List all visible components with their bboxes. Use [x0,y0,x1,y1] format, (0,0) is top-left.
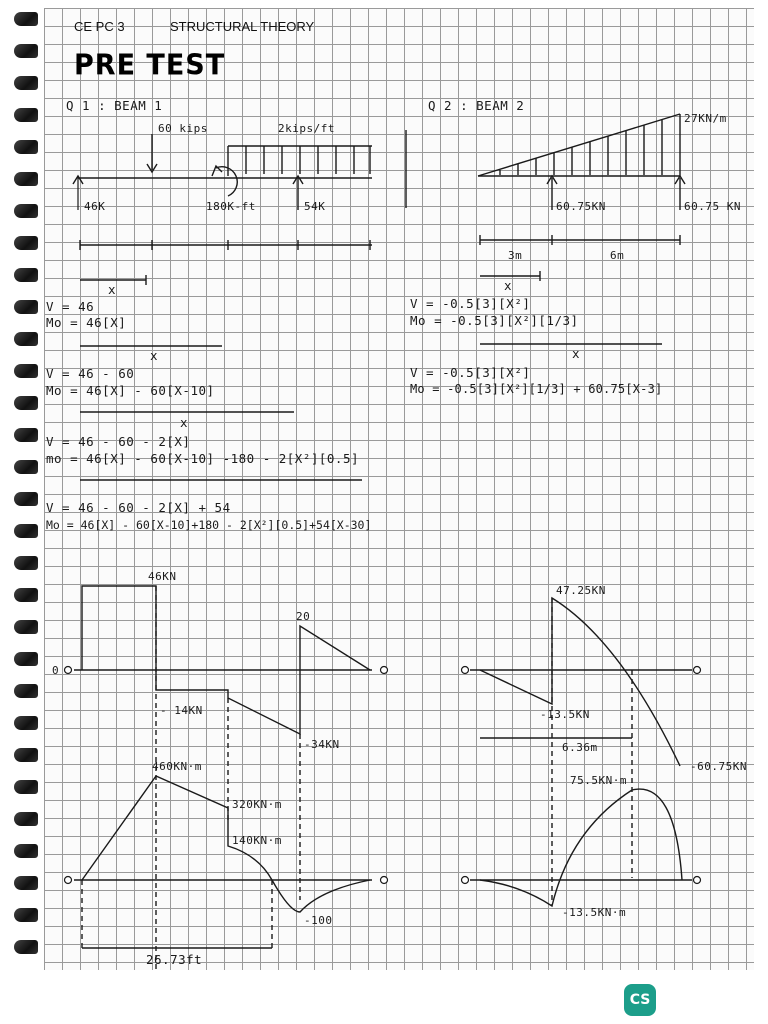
sfd1-v4: -34KN [304,738,340,751]
beam1-figure [73,130,406,480]
subject-title: STRUCTURAL THEORY [170,19,315,34]
q1-moment: 180K-ft [206,200,256,213]
sfd1-v2: - 14KN [160,704,203,717]
q1-seg4-moment: Mo = 46[X] - 60[X-10]+180 - 2[X²][0.5]+54[X-30] [46,518,372,532]
camscanner-badge: CS [624,984,656,1016]
q2-label: Q 2 : BEAM 2 [428,98,525,113]
bmd1-dist: 26.73ft [146,952,203,967]
sfd2-dist: 6.36m [562,741,598,754]
q1-seg2-moment: Mo = 46[X] - 60[X-10] [46,383,215,398]
q2-load: 27KN/m [684,112,727,125]
bmd2-m2: -13.5KN·m [562,906,627,919]
sfd2-v3: -60.75KN [690,760,747,773]
q2-x1: x [504,278,513,293]
q2-seg1-shear: V = -0.5[3][X²] [410,296,531,311]
q2-span2: 6m [610,249,625,262]
bmd1-m1: 460KN·m [152,760,202,773]
bmd1-m2: 320KN·m [232,798,282,811]
course-code: CE PC 3 [74,19,125,34]
q1-seg3-moment: mo = 46[X] - 60[X-10] -180 - 2[X²][0.5] [46,451,359,466]
q1-reaction-a: 46K [84,200,106,213]
bmd2-m1: 75.5KN·m [570,774,627,787]
sfd2-v1: 47.25KN [556,584,606,597]
bmd1-m4: -100 [304,914,333,927]
page-title: PRE TEST [74,49,226,82]
q2-reaction-b: 60.75 KN [684,200,741,213]
zero-label: 0 [52,664,60,677]
q1-label: Q 1 : BEAM 1 [66,98,163,113]
q1-seg1-moment: Mo = 46[X] [46,315,127,330]
q1-seg3-shear: V = 46 - 60 - 2[X] [46,434,191,449]
q1-x1: x [108,282,117,297]
q1-x2: x [150,348,159,363]
q2-seg2-shear: V = -0.5[3][X²] [410,365,531,380]
bmd1-m3: 140KN·m [232,834,282,847]
q1-dist-load: 2kips/ft [278,122,335,135]
sfd2-v2: -13.5KN [540,708,590,721]
q1-seg2-shear: V = 46 - 60 [46,366,135,381]
q1-x3: x [180,415,189,430]
q2-span1: 3m [508,249,523,262]
q2-reaction-a: 60.75KN [556,200,606,213]
q2-x2: x [572,346,581,361]
q1-reaction-b: 54K [304,200,326,213]
bmd2-figure [470,789,692,906]
q1-seg4-shear: V = 46 - 60 - 2[X] + 54 [46,500,231,515]
q2-seg2-moment: Mo = -0.5[3][X²][1/3] + 60.75[X-3] [410,382,663,396]
q1-seg1-shear: V = 46 [46,299,95,314]
sfd1-v1: 46KN [148,570,177,583]
q2-seg1-moment: Mo = -0.5[3][X²][1/3] [410,313,579,328]
sfd1-v3: 20 [296,610,311,623]
q1-point-load: 60 kips [158,122,208,135]
